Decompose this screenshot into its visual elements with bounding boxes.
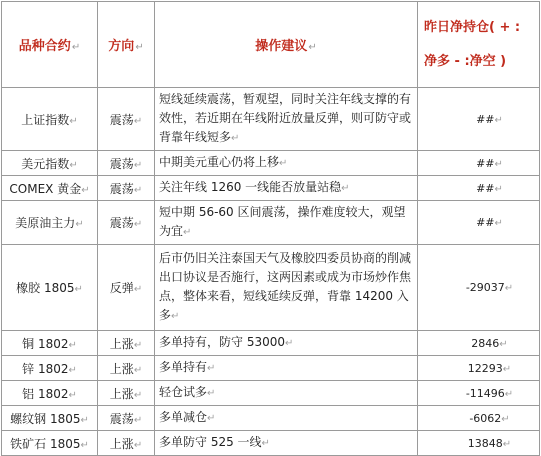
contract-cell-text: 锌 1802: [22, 361, 69, 376]
direction-cell: [98, 381, 155, 406]
header-advice: 操作建议↵: [155, 2, 418, 88]
contract-cell: [2, 406, 98, 431]
direction-cell-text: 反弹: [109, 281, 134, 295]
paragraph-mark: ↵: [68, 339, 77, 351]
contract-cell-text: 铜 1802: [22, 336, 69, 351]
advice-cell: [155, 245, 418, 331]
header-direction: 方向↵: [98, 2, 155, 88]
table-row: [2, 431, 540, 456]
paragraph-mark: ↵: [183, 227, 192, 238]
contract-cell: [2, 356, 98, 381]
advice-cell: [155, 88, 418, 151]
paragraph-mark: ↵: [504, 283, 514, 294]
advice-cell-text: 多单防守 525 一线: [159, 435, 262, 449]
table-row: [2, 356, 540, 381]
advice-cell: [155, 176, 418, 201]
header-position: [418, 2, 540, 88]
paragraph-mark: ↵: [133, 364, 143, 376]
advice-cell-text: 关注年线 1260 一线能否放量站稳: [159, 180, 342, 194]
direction-cell-text: 震荡: [109, 156, 134, 171]
direction-cell-text: 震荡: [109, 112, 134, 127]
direction-cell: [98, 245, 155, 331]
paragraph-mark: ↵: [133, 284, 143, 295]
paragraph-mark: ↵: [133, 115, 143, 127]
table-row: [2, 245, 540, 331]
position-cell-text: 13848: [467, 436, 503, 450]
position-cell-text: ##: [476, 216, 495, 229]
paragraph-mark: ↵: [499, 338, 508, 350]
header-position-line2: 净多 - :净空 ): [424, 53, 507, 69]
contract-cell-text: 螺纹钢 1805: [10, 411, 81, 426]
advice-cell: [155, 431, 418, 456]
position-cell-text: -29037: [465, 281, 505, 294]
paragraph-mark: ↵: [68, 364, 77, 376]
direction-cell: [98, 151, 155, 176]
contract-cell: [2, 245, 98, 331]
header-position-line1: 昨日净持仓( + :: [424, 19, 521, 35]
position-cell-text: 12293: [467, 361, 503, 375]
paragraph-mark: ↵: [207, 388, 216, 399]
paragraph-mark: ↵: [74, 284, 83, 295]
direction-cell-text: 震荡: [109, 181, 134, 196]
position-cell: [418, 245, 540, 331]
table-row: [2, 331, 540, 356]
contract-cell: [2, 176, 98, 201]
direction-cell: [98, 176, 155, 201]
paragraph-mark: ↵: [81, 184, 90, 196]
contract-cell-text: 上证指数: [21, 112, 70, 127]
paragraph-mark: ↵: [504, 388, 514, 400]
advice-cell-text: 多单持有: [159, 360, 208, 374]
paragraph-mark: ↵: [341, 183, 350, 194]
position-cell-text: -11496: [465, 386, 505, 400]
paragraph-mark: ↵: [133, 159, 143, 171]
paragraph-mark: ↵: [261, 438, 270, 449]
contract-cell: [2, 431, 98, 456]
advice-cell-text: 多单减仓: [159, 410, 208, 424]
direction-cell-text: 上涨: [109, 436, 134, 451]
direction-cell-text: 震荡: [109, 216, 134, 230]
position-cell: [418, 88, 540, 151]
advice-cell-text: 轻仓试多: [159, 385, 208, 399]
direction-cell: [98, 201, 155, 245]
paragraph-mark: ↵: [494, 183, 503, 195]
position-cell: [418, 356, 540, 381]
position-cell: [418, 331, 540, 356]
strategy-table: [1, 1, 540, 456]
advice-cell: [155, 406, 418, 431]
advice-cell: [155, 201, 418, 245]
advice-cell-text: 短线延续震荡，暂观望，同时关注年线支撑的有效性，若近期在年线附近放量反弹，则可防守或背靠年线短多: [159, 92, 412, 144]
position-cell: [418, 406, 540, 431]
advice-cell: [155, 356, 418, 381]
position-cell: [418, 381, 540, 406]
advice-cell: [155, 381, 418, 406]
paragraph-mark: ↵: [80, 439, 89, 451]
direction-cell: [98, 406, 155, 431]
table-row: [2, 88, 540, 151]
position-cell-text: 2846: [471, 336, 500, 350]
direction-cell-text: 上涨: [109, 386, 134, 401]
direction-cell: [98, 356, 155, 381]
paragraph-mark: ↵: [501, 413, 510, 425]
paragraph-mark: ↵: [133, 439, 143, 451]
paragraph-mark: ↵: [69, 159, 78, 171]
position-cell-text: ##: [476, 112, 495, 126]
contract-cell: [2, 151, 98, 176]
paragraph-mark: ↵: [133, 389, 143, 401]
paragraph-mark: ↵: [494, 158, 503, 170]
paragraph-mark: ↵: [502, 438, 512, 450]
position-cell-text: ##: [476, 156, 495, 170]
advice-cell-text: 多单持有，防守 53000: [159, 335, 285, 349]
table-row: [2, 406, 540, 431]
direction-cell-text: 震荡: [109, 411, 134, 426]
direction-cell-text: 上涨: [109, 361, 134, 376]
paragraph-mark: ↵: [494, 218, 503, 229]
table-row: [2, 201, 540, 245]
contract-cell: [2, 331, 98, 356]
position-cell: [418, 201, 540, 245]
paragraph-mark: ↵: [68, 389, 77, 401]
paragraph-mark: ↵: [133, 414, 143, 426]
table-header-row: [2, 2, 540, 88]
paragraph-mark: ↵: [133, 339, 143, 351]
table-row: [2, 151, 540, 176]
paragraph-mark: ↵: [285, 338, 294, 349]
advice-cell-text: 后市仍旧关注泰国天气及橡胶四委员协商的削减出口协议是否施行，这两因素或成为市场炒作焦点，整体来看，短线延续反弹，背靠 14200 入多: [159, 251, 412, 322]
paragraph-mark: ↵: [231, 133, 240, 144]
contract-cell: [2, 381, 98, 406]
paragraph-mark: ↵: [171, 311, 180, 322]
contract-cell-text: COMEX 黄金: [9, 181, 82, 196]
position-cell-text: -6062: [469, 411, 502, 425]
position-cell-text: ##: [476, 181, 495, 195]
contract-cell-text: 铁矿石 1805: [10, 436, 81, 451]
paragraph-mark: ↵: [69, 115, 78, 127]
contract-cell: [2, 88, 98, 151]
advice-cell: [155, 331, 418, 356]
paragraph-mark: ↵: [494, 114, 503, 126]
contract-cell: [2, 201, 98, 245]
contract-cell-text: 美元指数: [21, 156, 70, 171]
advice-cell-text: 短中期 56-60 区间震荡，操作难度较大，观望为宜: [159, 205, 406, 238]
direction-cell: [98, 331, 155, 356]
direction-cell-text: 上涨: [109, 336, 134, 351]
paragraph-mark: ↵: [207, 363, 216, 374]
contract-cell-text: 美原油主力: [15, 216, 76, 230]
contract-cell-text: 橡胶 1805: [16, 281, 75, 295]
table-row: [2, 381, 540, 406]
paragraph-mark: ↵: [133, 184, 143, 196]
direction-cell: [98, 88, 155, 151]
table-row: [2, 176, 540, 201]
paragraph-mark: ↵: [502, 363, 512, 375]
advice-cell: [155, 151, 418, 176]
paragraph-mark: ↵: [75, 219, 84, 230]
paragraph-mark: ↵: [133, 219, 143, 230]
advice-cell-text: 中期美元重心仍将上移: [159, 155, 280, 169]
contract-cell-text: 铝 1802: [22, 386, 69, 401]
position-cell: [418, 176, 540, 201]
paragraph-mark: ↵: [207, 413, 216, 424]
direction-cell: [98, 431, 155, 456]
header-contract: 品种合约↵: [2, 2, 98, 88]
position-cell: [418, 151, 540, 176]
position-cell: [418, 431, 540, 456]
paragraph-mark: ↵: [80, 414, 89, 426]
paragraph-mark: ↵: [279, 158, 288, 169]
